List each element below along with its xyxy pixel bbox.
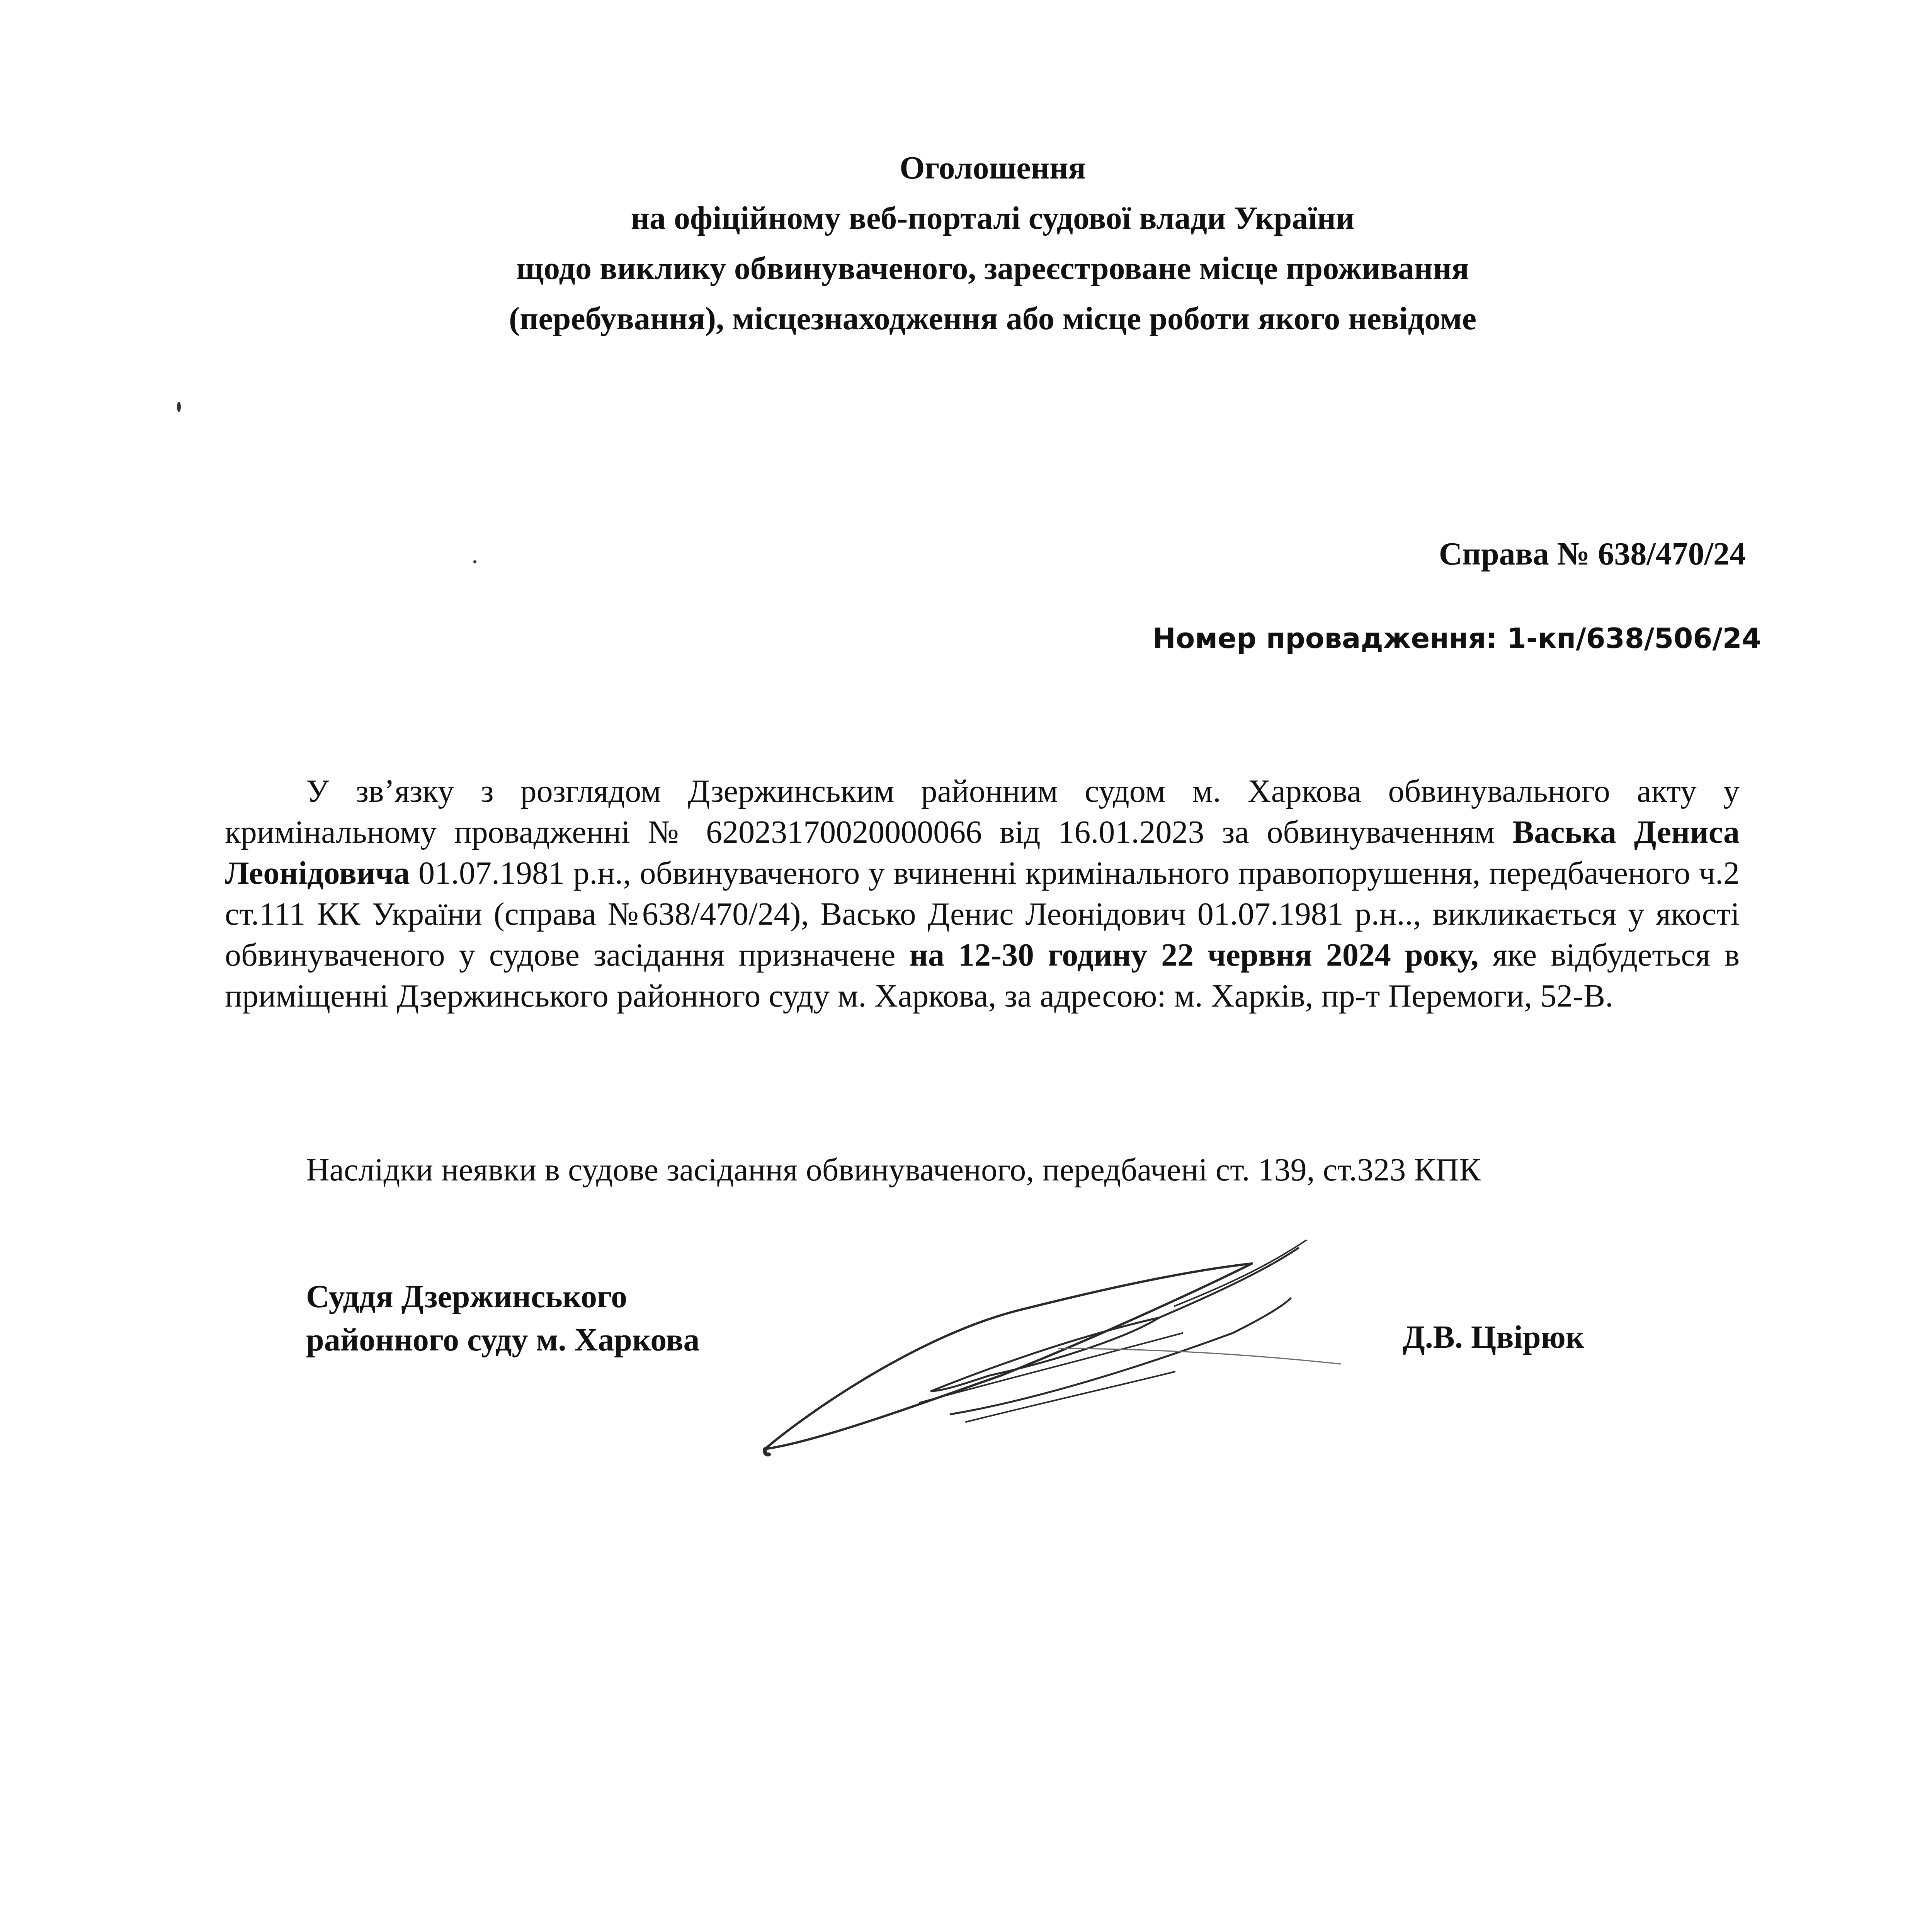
paragraph-text-1: У зв’язку з розглядом Дзержинським районним судом м. Харкова обвинувального акту у кримінальному провадженні № 62023170020000066 від 16.01.2023 за обвинуваченням [225, 773, 1740, 850]
judge-title [306, 1275, 700, 1362]
summons-paragraph [225, 771, 1740, 1017]
scan-speck [177, 402, 181, 412]
signature-stroke [1175, 1240, 1306, 1306]
judge-title-line-1: Суддя Дзержинського [306, 1279, 628, 1315]
signature-stroke [966, 1372, 1175, 1422]
handwritten-signature [750, 1221, 1360, 1468]
title-line-1: Оголошення [900, 150, 1086, 186]
signature-stroke [765, 1264, 1252, 1449]
title-line-4: (перебування), місцезнаходження або місце роботи якого невідоме [509, 301, 1477, 337]
accused-name: Васька Дениса Леонідовича [225, 814, 1740, 891]
paragraph-text-2: 01.07.1981 р.н., обвинуваченого у вчиненні кримінального правопорушення, передбаченого ч.2 ст.111 КК України (справа №638/470/24), Васько Денис Леонідович 01.07.1981 р.н.., викликається у якості обвинуваченого у судове засідання призначене [225, 855, 1740, 973]
paragraph-text-3: яке відбудеться в приміщенні Дзержинського районного суду м. Харкова, за адресою: м. Харків, пр-т Перемоги, 52-В. [225, 937, 1740, 1014]
title-line-3: щодо виклику обвинуваченого, зареєстроване місце проживання [516, 250, 1469, 286]
title-line-2: на офіційному веб-порталі судової влади України [631, 200, 1355, 236]
proceeding-number: Номер провадження: 1-кп/638/506/24 [1152, 622, 1761, 655]
announcement-title [0, 143, 1932, 344]
judge-name: Д.В. Цвірюк [1403, 1319, 1585, 1355]
judge-title-line-2: районного суду м. Харкова [306, 1322, 700, 1358]
scan-speck [473, 560, 476, 563]
case-number: Справа № 638/470/24 [1439, 536, 1746, 572]
consequence-paragraph: Наслідки неявки в судове засідання обвинуваченого, передбачені ст. 139, ст.323 КПК [306, 1152, 1481, 1188]
hearing-time: на 12-30 годину 22 червня 2024 року, [909, 937, 1479, 973]
signature-stroke [1059, 1349, 1341, 1364]
